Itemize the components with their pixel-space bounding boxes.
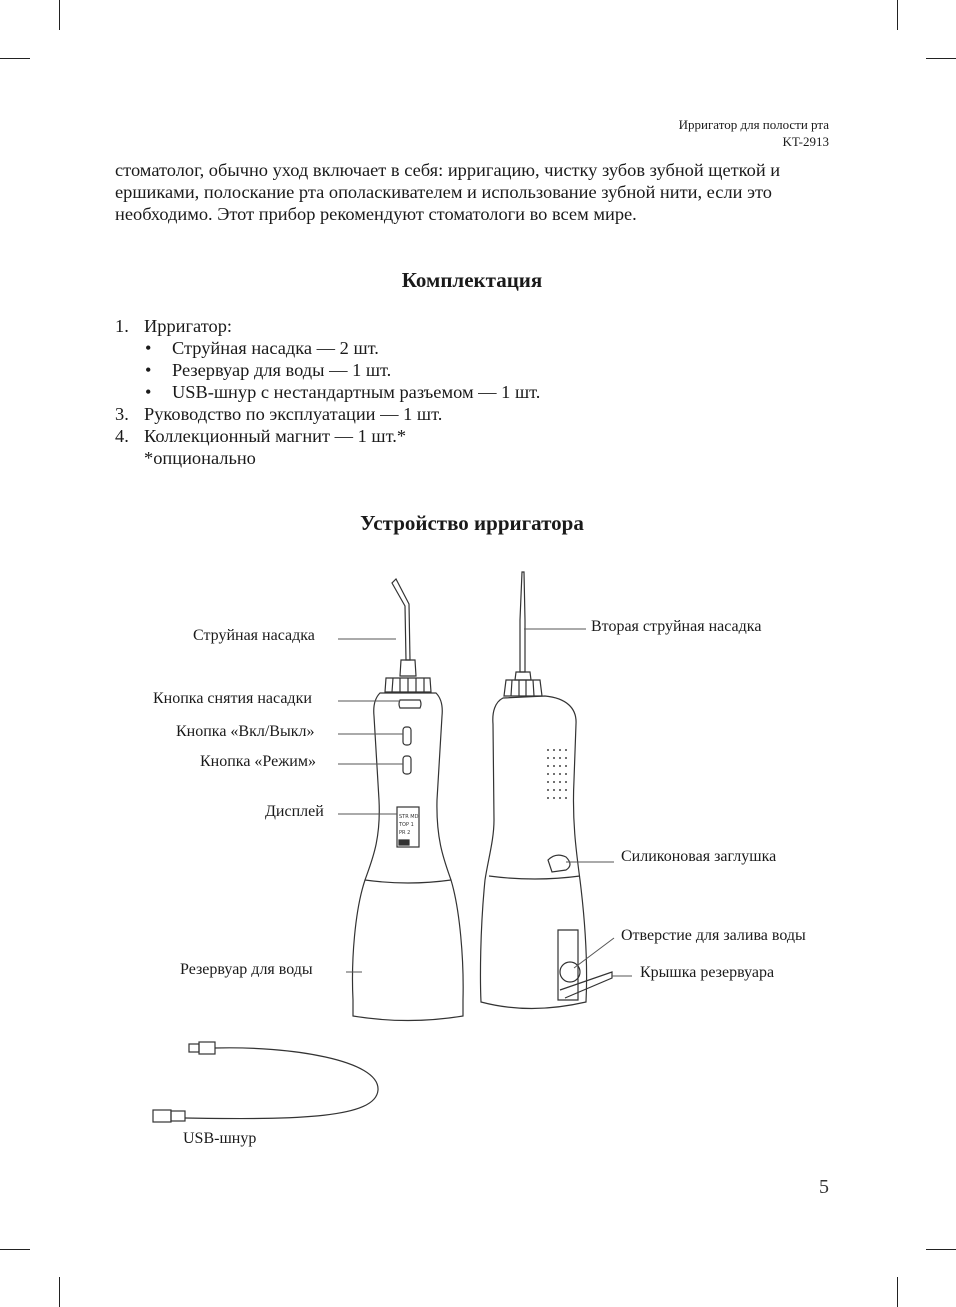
label-fill-hole: Отверстие для залива воды	[621, 927, 806, 944]
svg-text:TOP 1: TOP 1	[399, 822, 414, 828]
irrigator-body-back	[480, 696, 612, 1009]
label-mode-button: Кнопка «Режим»	[200, 753, 316, 770]
leader-lines	[338, 629, 632, 976]
label-reservoir: Резервуар для воды	[180, 961, 313, 978]
speaker-grille	[547, 749, 567, 799]
page-number: 5	[819, 1176, 829, 1198]
label-usb-cable: USB-шнур	[183, 1130, 257, 1147]
nozzle-collar-illustration	[385, 678, 431, 692]
device-heading: Устройство ирригатора	[360, 511, 584, 535]
label-silicone-plug: Силиконовая заглушка	[621, 848, 777, 865]
header-model: KT-2913	[782, 134, 829, 149]
usb-cable-illustration	[153, 1042, 378, 1122]
second-nozzle-illustration	[515, 572, 531, 680]
contents-heading: Комплектация	[401, 268, 543, 292]
svg-text:PR 2: PR 2	[399, 830, 411, 836]
label-second-nozzle: Вторая струйная насадка	[591, 618, 762, 635]
label-nozzle-release: Кнопка снятия насадки	[153, 690, 312, 707]
label-nozzle: Струйная насадка	[193, 627, 315, 644]
second-collar-illustration	[504, 680, 542, 696]
header-title: Ирригатор для полости рта	[678, 117, 829, 132]
label-reservoir-lid: Крышка резервуара	[640, 964, 775, 981]
svg-text:STR MD: STR MD	[399, 814, 419, 820]
intro-paragraph: стоматолог, обычно уход включает в себя: ирригацию, чистку зубов зубной щеткой и ершиками, полоскание рта ополаскивателем и использование зубной нити, если это необходимо. Этот прибор рекомендуют стоматологи во всем мире.	[115, 160, 781, 224]
irrigator-body-front	[353, 693, 464, 1021]
nozzle-illustration	[392, 579, 416, 676]
label-display: Дисплей	[265, 803, 324, 820]
label-power-button: Кнопка «Вкл/Выкл»	[176, 723, 315, 740]
